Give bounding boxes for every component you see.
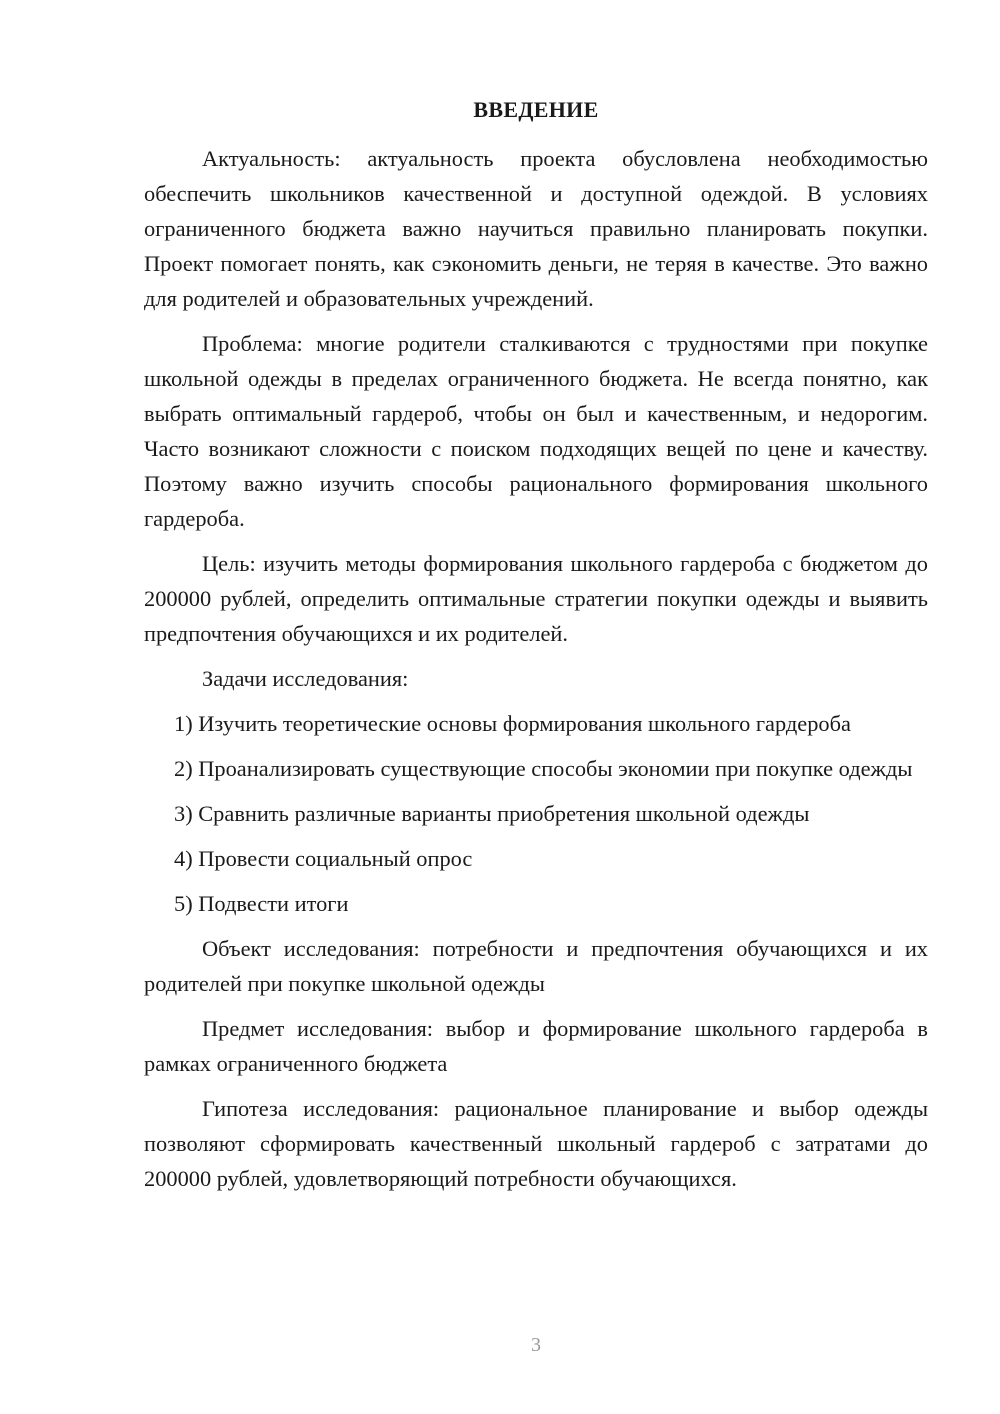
page-number: 3 <box>531 1334 541 1356</box>
task-item-5: 5) Подвести итоги <box>174 891 349 916</box>
hypothesis-paragraph: Гипотеза исследования: рациональное планирование и выбор одежды позволяют сформировать качественный школьный гардероб с затратами до 200000 рублей, удовлетворяющий потребности обучающихся. <box>144 1096 928 1191</box>
goal-paragraph: Цель: изучить методы формирования школьного гардероба с бюджетом до 200000 рублей, определить оптимальные стратегии покупки одежды и выявить предпочтения обучающихся и их родителей. <box>144 551 928 646</box>
tasks-heading: Задачи исследования: <box>202 666 409 691</box>
task-item-4: 4) Провести социальный опрос <box>174 846 473 871</box>
task-item-3: 3) Сравнить различные варианты приобретения школьной одежды <box>174 801 810 826</box>
document-page <box>144 95 928 1206</box>
task-item-2: 2) Проанализировать существующие способы экономии при покупке одежды <box>174 756 913 781</box>
page-title: ВВЕДЕНИЕ <box>473 97 599 122</box>
object-paragraph: Объект исследования: потребности и предпочтения обучающихся и их родителей при покупке школьной одежды <box>144 936 928 996</box>
subject-paragraph: Предмет исследования: выбор и формирование школьного гардероба в рамках ограниченного бюджета <box>144 1016 928 1076</box>
relevance-paragraph: Актуальность: актуальность проекта обусловлена необходимостью обеспечить школьников качественной и доступной одеждой. В условиях ограниченного бюджета важно научиться правильно планировать покупки. Проект помогает понять, как сэкономить деньги, не теряя в качестве. Это важно для родителей и образовательных учреждений. <box>144 146 928 311</box>
task-item-1: 1) Изучить теоретические основы формирования школьного гардероба <box>174 711 851 736</box>
problem-paragraph: Проблема: многие родители сталкиваются с трудностями при покупке школьной одежды в пределах ограниченного бюджета. Не всегда понятно, как выбрать оптимальный гардероб, чтобы он был и качественным, и недорогим. Часто возникают сложности с поиском подходящих вещей по цене и качеству. Поэтому важно изучить способы рационального формирования школьного гардероба. <box>144 331 928 531</box>
